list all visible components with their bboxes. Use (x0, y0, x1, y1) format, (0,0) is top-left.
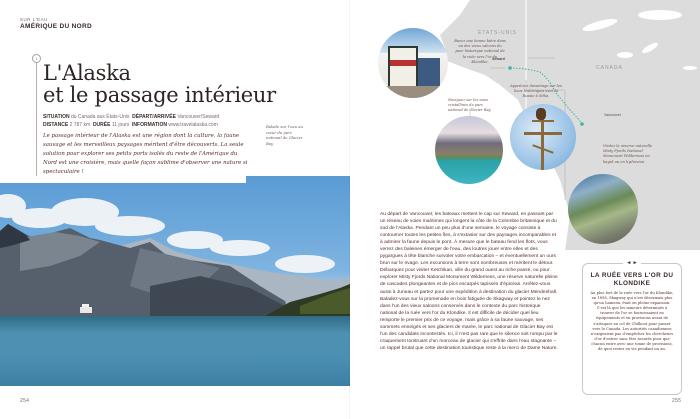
duree-value: 11 jours (111, 122, 130, 128)
distance-label: DISTANCE (43, 122, 69, 128)
info-link[interactable]: www.travelalaska.com (168, 122, 218, 128)
section-title: AMÉRIQUE DU NORD (20, 23, 92, 30)
article-facts (43, 113, 263, 129)
article-title (43, 62, 276, 106)
sea-water (0, 316, 350, 386)
sidebar-title: LA RUÉE VERS L'OR DU KLONDIKE (590, 272, 674, 287)
map-note-glacier-bay: Naviguez sur les eaux cristallines du parc national de Glacier Bay (448, 98, 491, 113)
sidebar-arrows-icon: ◄ ► (583, 260, 681, 266)
situation-value: du Canada aux États-Unis (70, 114, 130, 120)
sidebar-klondike (582, 260, 682, 395)
hero-photo-caption: Balade sur l'eau au cœur du parc national de Glacier Bay (266, 124, 303, 146)
title-vertical-rule (36, 62, 37, 182)
photo-sitka-orthodox-cross (510, 104, 576, 170)
depart-label: DÉPART/ARRIVÉE (132, 114, 176, 120)
page-number-left: 254 (20, 398, 30, 404)
page-number-right: 255 (672, 398, 682, 404)
hero-photo-glacier-bay (0, 176, 350, 386)
map-label-usa: ÉTATS-UNIS (478, 30, 517, 36)
photo-glacier-bay (435, 116, 503, 184)
map-city-vancouver: Vancouver (604, 113, 621, 117)
map-note-skagway: Buvez une bonne bière dans un des vieux saloons du parc historique national de la ruée vers l'or du Klondike. (454, 39, 506, 64)
info-label: INFORMATION (132, 122, 167, 128)
section-kicker: SUR L'EAU (20, 17, 48, 22)
article-lead: Le passage intérieur de l'Alaska est une région dont la culture, la faune sauvage et les merveilleux paysages méritent d'être découverts. La seule solution pour explorer ses petits ports isolés du reste de l'Amérique du Nord est une croisière, mais quelle façon sublime d'observer une nature si spectaculaire ! (43, 133, 248, 175)
map-note-sitka: Appréciez davantage sur les lieux historiques avec la Russie à Sitka. (510, 84, 562, 99)
article-number-badge: 1 (32, 54, 41, 63)
map-note-misty-fjords: Visitez la réserve naturelle Misty Fjords National Monument Wilderness en kayak ou en hydravion. (603, 144, 653, 164)
depart-value: Vancouver/Seward (177, 114, 220, 120)
article-body: Au départ de Vancouver, les bateaux mettent le cap sur Seward, en passant par un réseau de voies maritimes qui longent la côte de la Colombie britannique et du sud de l'Alaska. Pendant un peu plus d'une semaine, le voyage consiste à contourner toutes les petites îles, à s'extasier sur des paysages incomparables et à admirer la faune depuis le pont. À mesure que le bateau fend les flots, vous verrez des baleines émerger de l'eau, des loutres jouer entre elles et des pygargues à tête blanche survoler votre embarcation – et éventuellement un ours brun sur le rivage. Les excursions à terre sont nombreuses et méritent le détour. Débarquez pour visiter Ketchikan, ville du grand ouest au riche passé, ou pour explorer Misty Fjords National Monument Wilderness, une réserve naturelle pleine de cascades plongeantes et de pics escarpés tapissés d'épicéas. Arrêtez-vous aussi à Juneau et partez pour une expédition à destination du glacier Mendenhall. Baladez-vous sur la promenade en bois fatiguée de Skagway et pointez le nez dans l'un des vieux saloons conservés dans le contexte du parc historique national de la ruée vers l'or du Klondike. Il est difficile de décider quel lieu remporte le premier prix de ce voyage, mais grâce à sa faune sauvage, ses sommets enneigés et ses glaciers de marée, le parc national de Glacier Bay est l'un des candidats incontestés. Ici, il n'est pas rare que le silence soit rompu par le craquement tonitruant d'un morceau de glacier qui s'effrite dans l'eau stagnante – un rappel brutal que cette destination touristique reste à la merci de Dame Nature. (380, 212, 558, 351)
photo-misty-fjords (568, 174, 638, 244)
distance-value: 2 787 km (69, 122, 91, 128)
photo-skagway-saloon (378, 28, 448, 98)
article-title-line1: L'Alaska (43, 61, 131, 85)
article-title-line2: et le passage intérieur (43, 83, 276, 107)
map-label-canada: CANADA (596, 65, 623, 71)
map-city-seward: Seward (492, 57, 505, 61)
sidebar-body: Au plus fort de la ruée vers l'or du Klondike, en 1898, Skagway qui n'est désormais plus qu'un hameau, était en pleine expansion. C'est là que les mineurs déterminés à trouver de l'or se fournissaient en équipements et en provisions avant de s'attaquer au col de Chilkoot pour passer vers le Canada. Les autorités canadiennes n'exigeaient pas d'empêcher les chercheurs d'or d'entrer sans être assurés pour que chacun entre avec une tonne de provisions, de quoi rester en vie pendant un an. (590, 291, 674, 352)
situation-label: SITUATION (43, 114, 70, 120)
duree-label: DURÉE (92, 122, 111, 128)
right-page (350, 0, 700, 419)
